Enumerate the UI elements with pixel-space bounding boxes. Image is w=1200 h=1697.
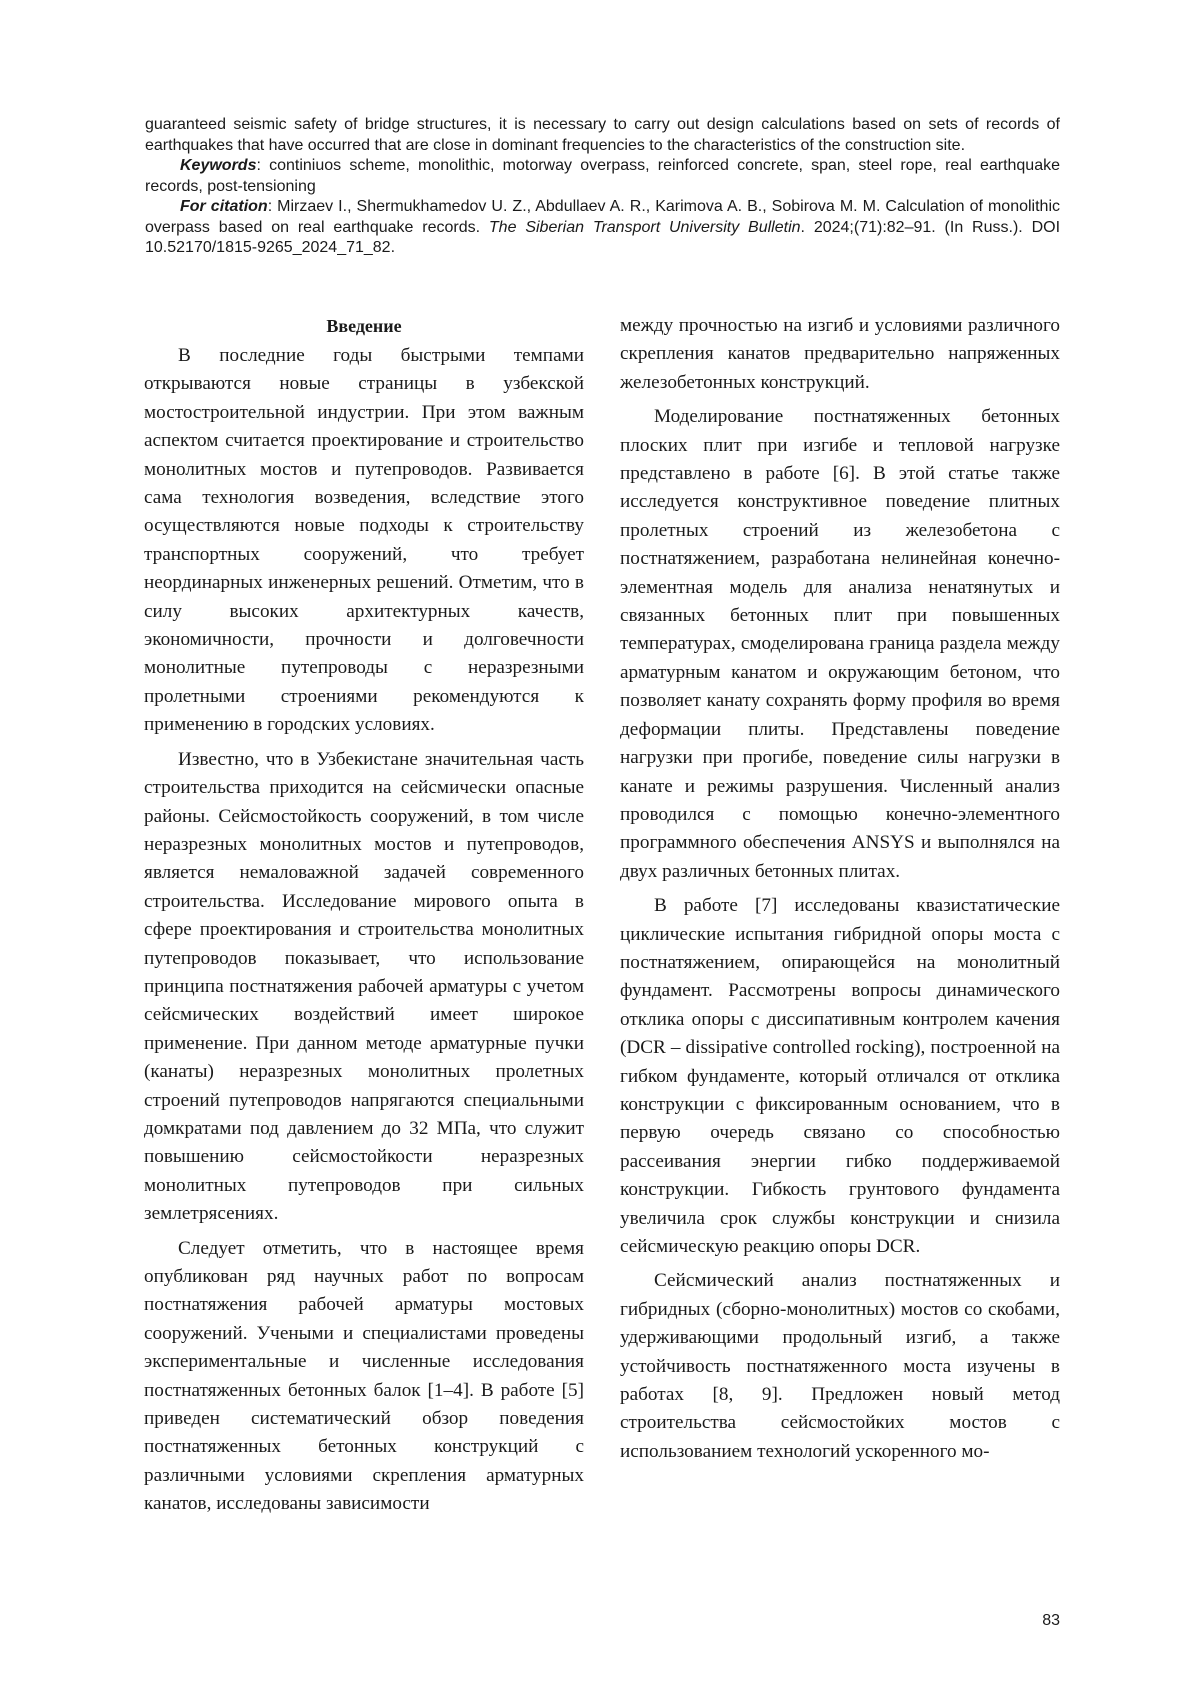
- keywords-line: [145, 156, 1060, 197]
- right-column: [620, 312, 1060, 1472]
- paragraph: В последние годы быстрыми темпами открываются новые страницы в узбекской мостостроительной индустрии. При этом важным аспектом считается проектирование и строительство монолитных мостов и путепроводов. Развивается сама технология возведения, вследствие этого осуществляются новые подходы к строительству транспортных сооружений, что требует неординарных инженерных решений. Отметим, что в силу высоких архитектурных качеств, экономичности, прочности и долговечности монолитные путепроводы с неразрезными пролетными строениями рекомендуются к применению в городских условиях.: [144, 345, 584, 736]
- paragraph: Известно, что в Узбекистане значительная часть строительства приходится на сейсмически опасные районы. Сейсмостойкость сооружений, в том числе неразрезных монолитных мостов и путепроводов, является немаловажной задачей современного строительства. Исследование мирового опыта в сфере проектирования и строительства монолитных путепроводов показывает, что использование принципа постнатяжения рабочей арматуры с учетом сейсмических воздействий имеет широкое применение. При данном методе арматурные пучки (канаты) неразрезных монолитных пролетных строений путепроводов напрягаются специальными домкратами под давлением до 32 МПа, что служит повышению сейсмостойкости неразрезных монолитных путепроводов при сильных землетрясениях.: [144, 748, 584, 1225]
- paragraph: Сейсмический анализ постнатяженных и гибридных (сборно-монолитных) мостов со скобами, удерживающими продольный изгиб, а также устойчивость постнатяженного моста изучены в работах [8, 9]. Предложен новый метод строительства сейсмостойких мостов с использованием технологий ускоренного мо-: [620, 1270, 1060, 1462]
- paragraph: В работе [7] исследованы квазистатические циклические испытания гибридной опоры моста с постнатяжением, опирающейся на монолитный фундамент. Рассмотрены вопросы динамического отклика опоры с диссипативным контролем качения (DCR – dissipative controlled rocking), построенной на гибком фундаменте, который отличался от отклика конструкции с фиксированным основанием, что в первую очередь связано со способностью рассеивания энергии гибко поддерживаемой конструкции. Гибкость грунтового фундамента увеличила срок службы конструкции и снизила сейсмическую реакцию опоры DCR.: [620, 895, 1060, 1257]
- citation-line: [145, 197, 1060, 259]
- keywords-text: : continiuos scheme, monolithic, motorway overpass, reinforced concrete, span, steel rope, real earthquake records, post-tensioning: [145, 157, 1060, 195]
- keywords-label: Keywords: [180, 157, 257, 174]
- left-column: [144, 312, 584, 1525]
- english-abstract: [145, 115, 1060, 259]
- citation-text: : Mirzaev I., Shermukhamedov U. Z., Abdullaev A. R., Karimova A. B., Sobirova M. M. Calculation of monolithic overpass based on real earthquake records.: [145, 198, 1060, 236]
- abstract-text: guaranteed seismic safety of bridge structures, it is necessary to carry out design calculations based on sets of records of earthquakes that have occurred that are close in dominant frequencies to the characteristics of the construction site.: [145, 116, 1060, 154]
- citation-label: For citation: [180, 198, 268, 215]
- paragraph: Следует отметить, что в настоящее время опубликован ряд научных работ по вопросам постнатяжения рабочей арматуры мостовых сооружений. Учеными и специалистами проведены экспериментальные и численные исследования постнатяженных бетонных балок [1–4]. В работе [5] приведен систематический обзор поведения постнатяженных бетонных конструкций с различными условиями скрепления арматурных канатов, исследованы зависимости: [144, 1237, 584, 1515]
- paragraph: Моделирование постнатяженных бетонных плоских плит при изгибе и тепловой нагрузке представлено в работе [6]. В этой статье также исследуется конструктивное поведение плитных пролетных строений из железобетона с постнатяжением, разработана нелинейная конечно-элементная модель для анализа ненатянутых и связанных бетонных плит при повышенных температурах, смоделирована граница раздела между арматурным канатом и окружающим бетоном, что позволяет канату сохранять форму профиля во время деформации плиты. Представлены поведение нагрузки при прогибе, поведение силы нагрузки в канате и режимы разрушения. Численный анализ проводился с помощью конечно-элементного программного обеспечения ANSYS и выполнялся на двух различных бетонных плитах.: [620, 406, 1060, 882]
- citation-journal: The Siberian Transport University Bulletin: [488, 218, 801, 236]
- section-title: Введение: [326, 316, 402, 336]
- citation-tail: . 2024;(71):82–91. (In Russ.). DOI 10.52170/1815-9265_2024_71_82.: [145, 218, 1061, 256]
- page-number: 83: [1042, 1612, 1060, 1629]
- paragraph-continuation: между прочностью на изгиб и условиями различного скрепления канатов предварительно напряженных железобетонных конструкций.: [620, 315, 1060, 393]
